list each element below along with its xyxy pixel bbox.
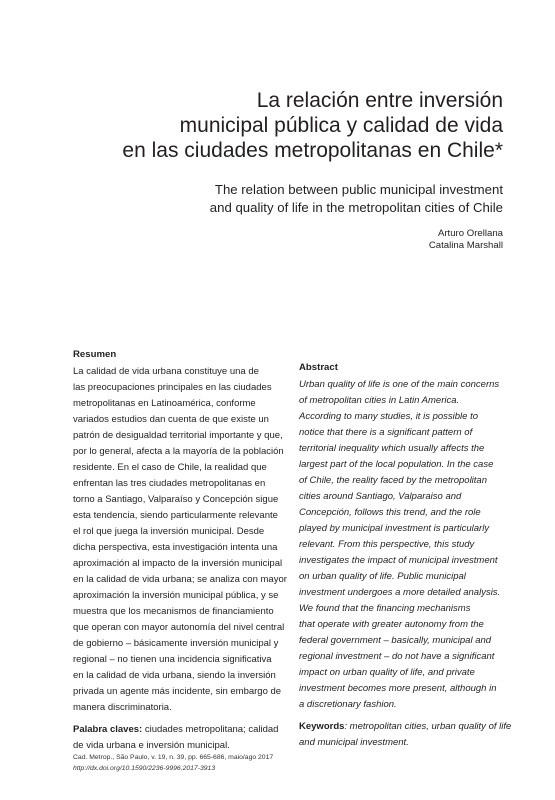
resumen-body	[73, 364, 290, 716]
page-footer	[73, 752, 493, 774]
resumen-keywords	[73, 722, 290, 754]
resumen-line: dicha perspectiva, esta investigación intenta una	[73, 542, 278, 553]
resumen-line: las preocupaciones principales en las ciudades	[73, 382, 272, 393]
abstract-line: Urban quality of life is one of the main concerns	[299, 379, 500, 390]
abstract-keywords-colon: :	[344, 721, 348, 732]
abstract-keywords-text-2: and municipal investment.	[299, 737, 409, 748]
abstract-keywords-line	[299, 719, 512, 735]
resumen-heading: Resumen	[73, 349, 117, 360]
author-list	[253, 228, 503, 252]
abstract-line: regional investment – do not have a significant	[299, 651, 495, 662]
resumen-line: metropolitanas en Latinoamérica, conforme	[73, 398, 256, 409]
abstract-line: relevant. From this perspective, this study	[299, 539, 475, 550]
abstract-line: According to many studies, it is possible to	[299, 411, 479, 422]
abstract-line: Concepción, follows this trend, and the role	[299, 507, 481, 518]
abstract-line: of Chile, the reality faced by the metropolitan	[299, 475, 487, 486]
abstract-line: largest part of the local population. In the case	[299, 459, 494, 470]
resumen-keywords-text-2: de vida urbana e inversión municipal.	[73, 740, 230, 751]
resumen-line: enfrentan las tres ciudades metropolitanas en	[73, 478, 266, 489]
abstract-line: investigates the impact of municipal investment	[299, 555, 498, 566]
abstract-line: investment becomes more present, although in	[299, 683, 497, 694]
abstract-line: notice that there is a significant pattern of	[299, 427, 473, 438]
author-name: Catalina Marshall	[428, 240, 503, 251]
resumen-column	[73, 348, 290, 754]
doi-link[interactable]: http://dx.doi.org/10.1590/2236-9996.2017-3913	[73, 765, 216, 772]
resumen-line: variados estudios dan cuenta de que existe un	[73, 414, 269, 425]
resumen-line: patrón de desigualdad territorial importante y que,	[73, 430, 283, 441]
title-line: en las ciudades metropolitanas en Chile*	[122, 139, 503, 162]
resumen-keywords-label: Palabra claves:	[73, 724, 143, 735]
paper-subtitle	[63, 181, 503, 217]
subtitle-line: and quality of life in the metropolitan cities of Chile	[209, 200, 503, 215]
author-name: Arturo Orellana	[437, 228, 503, 239]
resumen-line: en la calidad de vida urbana; se analiza con mayor	[73, 574, 287, 585]
resumen-line: aproximación la inversión municipal pública, y se	[73, 590, 279, 601]
abstract-body	[299, 377, 505, 713]
resumen-line: manera discriminatoria.	[73, 702, 172, 713]
resumen-keywords-text: ciudades metropolitana; calidad	[142, 724, 279, 735]
resumen-line: esta tendencia, siendo particularmente relevante	[73, 510, 278, 521]
abstract-keywords-label: Keywords	[299, 721, 345, 732]
resumen-line: regional – no tienen una incidencia significativa	[73, 654, 272, 665]
subtitle-line: The relation between public municipal investment	[214, 182, 503, 197]
resumen-line: torno a Santiago, Valparaíso y Concepción sigue	[73, 494, 279, 505]
abstract-keywords-text: metropolitan cities, urban quality of life	[347, 721, 512, 732]
abstract-heading: Abstract	[299, 362, 338, 373]
resumen-line: por lo general, afecta a la mayoría de la población	[73, 446, 284, 457]
abstract-line: investment undergoes a more detailed analysis.	[299, 587, 501, 598]
resumen-line: residente. En el caso de Chile, la realidad que	[73, 462, 267, 473]
abstract-line: territorial inequality which usually affects the	[299, 443, 485, 454]
resumen-line: privada un agente más incidente, sin embargo de	[73, 686, 282, 697]
abstract-column	[299, 361, 512, 751]
abstract-line: on urban quality of life. Public municipal	[299, 571, 466, 582]
resumen-line: el rol que juega la inversión municipal. Desde	[73, 526, 265, 537]
abstract-line: We found that the financing mechanisms	[299, 603, 471, 614]
resumen-line: muestra que los mecanismos de financiamiento	[73, 606, 274, 617]
paper-title	[63, 88, 503, 163]
journal-citation: Cad. Metrop., São Paulo, v. 19, n. 39, pp. 665-686, maio/ago 2017	[73, 754, 274, 761]
abstract-line: impact on urban quality of life, and private	[299, 667, 475, 678]
abstract-line: of metropolitan cities in Latin America.	[299, 395, 460, 406]
title-line: municipal pública y calidad de vida	[179, 114, 503, 137]
abstract-line: a discretionary fashion.	[299, 699, 397, 710]
abstract-keywords	[299, 719, 512, 751]
abstract-line: cities around Santiago, Valparaiso and	[299, 491, 462, 502]
resumen-line: La calidad de vida urbana constituye una de	[73, 366, 259, 377]
resumen-line: aproximación al impacto de la inversión municipal	[73, 558, 283, 569]
resumen-line: que operan con mayor autonomía del nivel central	[73, 622, 285, 633]
abstract-line: federal government – basically, municipal and	[299, 635, 492, 646]
resumen-line: de gobierno – básicamente inversión municipal y	[73, 638, 279, 649]
title-line: La relación entre inversión	[256, 89, 503, 112]
abstract-line: played by municipal investment is particularly	[299, 523, 490, 534]
abstract-line: that operate with greater autonomy from the	[299, 619, 484, 630]
resumen-keywords-line	[73, 722, 290, 738]
resumen-line: en la calidad de vida urbana, siendo la inversión	[73, 670, 276, 681]
